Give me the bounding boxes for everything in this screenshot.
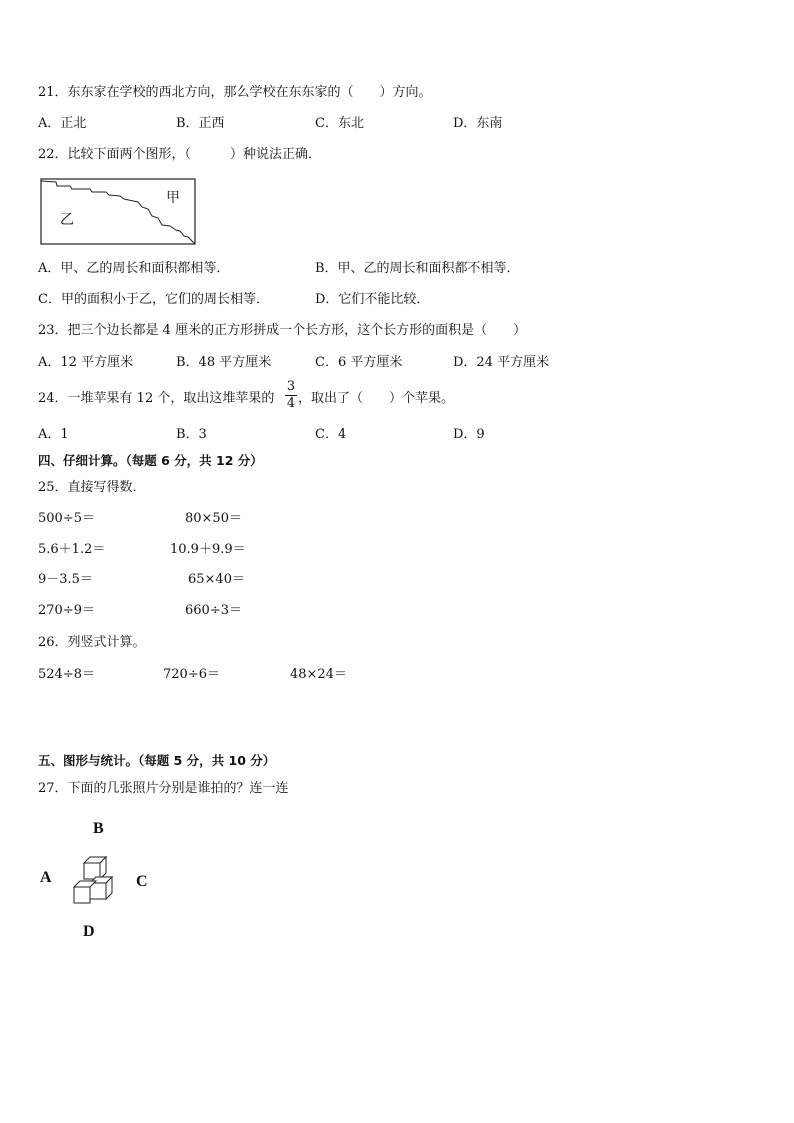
q22-label-yi: 乙 (60, 212, 74, 228)
q24-stem-before: 24．一堆苹果有 12 个，取出这堆苹果的 (38, 391, 275, 406)
q21-option-b: B．正西 (176, 116, 225, 131)
q24-stem-after: ，取出了（ ）个苹果。 (298, 391, 455, 406)
section5-title: 五、图形与统计。（每题 5 分，共 10 分） (38, 753, 276, 768)
q24-fraction (285, 380, 297, 411)
q25-item: 500÷5＝ (38, 511, 95, 526)
q27-label-b: B (93, 820, 104, 837)
q21-option-d: D．东南 (453, 116, 503, 131)
q22-option-d: D．它们不能比较． (315, 292, 430, 307)
q23-option-d: D．24 平方厘米 (453, 355, 550, 370)
q23-option-a: A．12 平方厘米 (38, 355, 134, 370)
q25-item: 270÷9＝ (38, 603, 95, 618)
q26-stem: 26．列竖式计算。 (38, 635, 146, 650)
q26-item: 720÷6＝ (163, 667, 220, 682)
q25-item: 80×50＝ (185, 511, 242, 526)
q24-option-c: C．4 (315, 427, 347, 442)
q27-label-d: D (83, 923, 95, 940)
q21-stem: 21．东东家在学校的西北方向，那么学校在东东家的（ ）方向。 (38, 85, 432, 100)
q25-item: 10.9＋9.9＝ (170, 542, 246, 557)
q25-item: 9－3.5＝ (38, 572, 93, 587)
q23-option-c: C．6 平方厘米 (315, 355, 403, 370)
q22-option-c: C．甲的面积小于乙，它们的周长相等． (38, 292, 269, 307)
q27-label-c: C (136, 873, 148, 890)
q22-label-jia: 甲 (166, 190, 180, 206)
q25-stem: 25．直接写得数． (38, 480, 146, 495)
q24-option-a: A．1 (38, 427, 69, 442)
q25-item: 65×40＝ (188, 572, 245, 587)
q24-option-b: B．3 (176, 427, 207, 442)
q22-option-a: A．甲、乙的周长和面积都相等． (38, 261, 230, 276)
q23-option-b: B．48 平方厘米 (176, 355, 272, 370)
q27-cube-figure (70, 853, 122, 909)
q24-fraction-numerator: 3 (286, 379, 296, 394)
section4-title: 四、仔细计算。（每题 6 分，共 12 分） (38, 453, 263, 468)
q23-stem: 23．把三个边长都是 4 厘米的正方形拼成一个长方形，这个长方形的面积是（ ） (38, 323, 527, 338)
q24-option-d: D．9 (453, 427, 485, 442)
q25-item: 660÷3＝ (185, 603, 242, 618)
q22-option-b: B．甲、乙的周长和面积都不相等． (315, 261, 520, 276)
q26-item: 48×24＝ (290, 667, 347, 682)
q22-stem: 22．比较下面两个图形，（ ）种说法正确． (38, 147, 322, 162)
q27-label-a: A (40, 869, 52, 886)
q25-item: 5.6＋1.2＝ (38, 542, 106, 557)
q26-item: 524÷8＝ (38, 667, 95, 682)
q24-fraction-denominator: 4 (286, 396, 296, 411)
q27-stem: 27．下面的几张照片分别是谁拍的？连一连 (38, 781, 289, 796)
q21-option-a: A．正北 (38, 116, 87, 131)
q21-option-c: C．东北 (315, 116, 364, 131)
